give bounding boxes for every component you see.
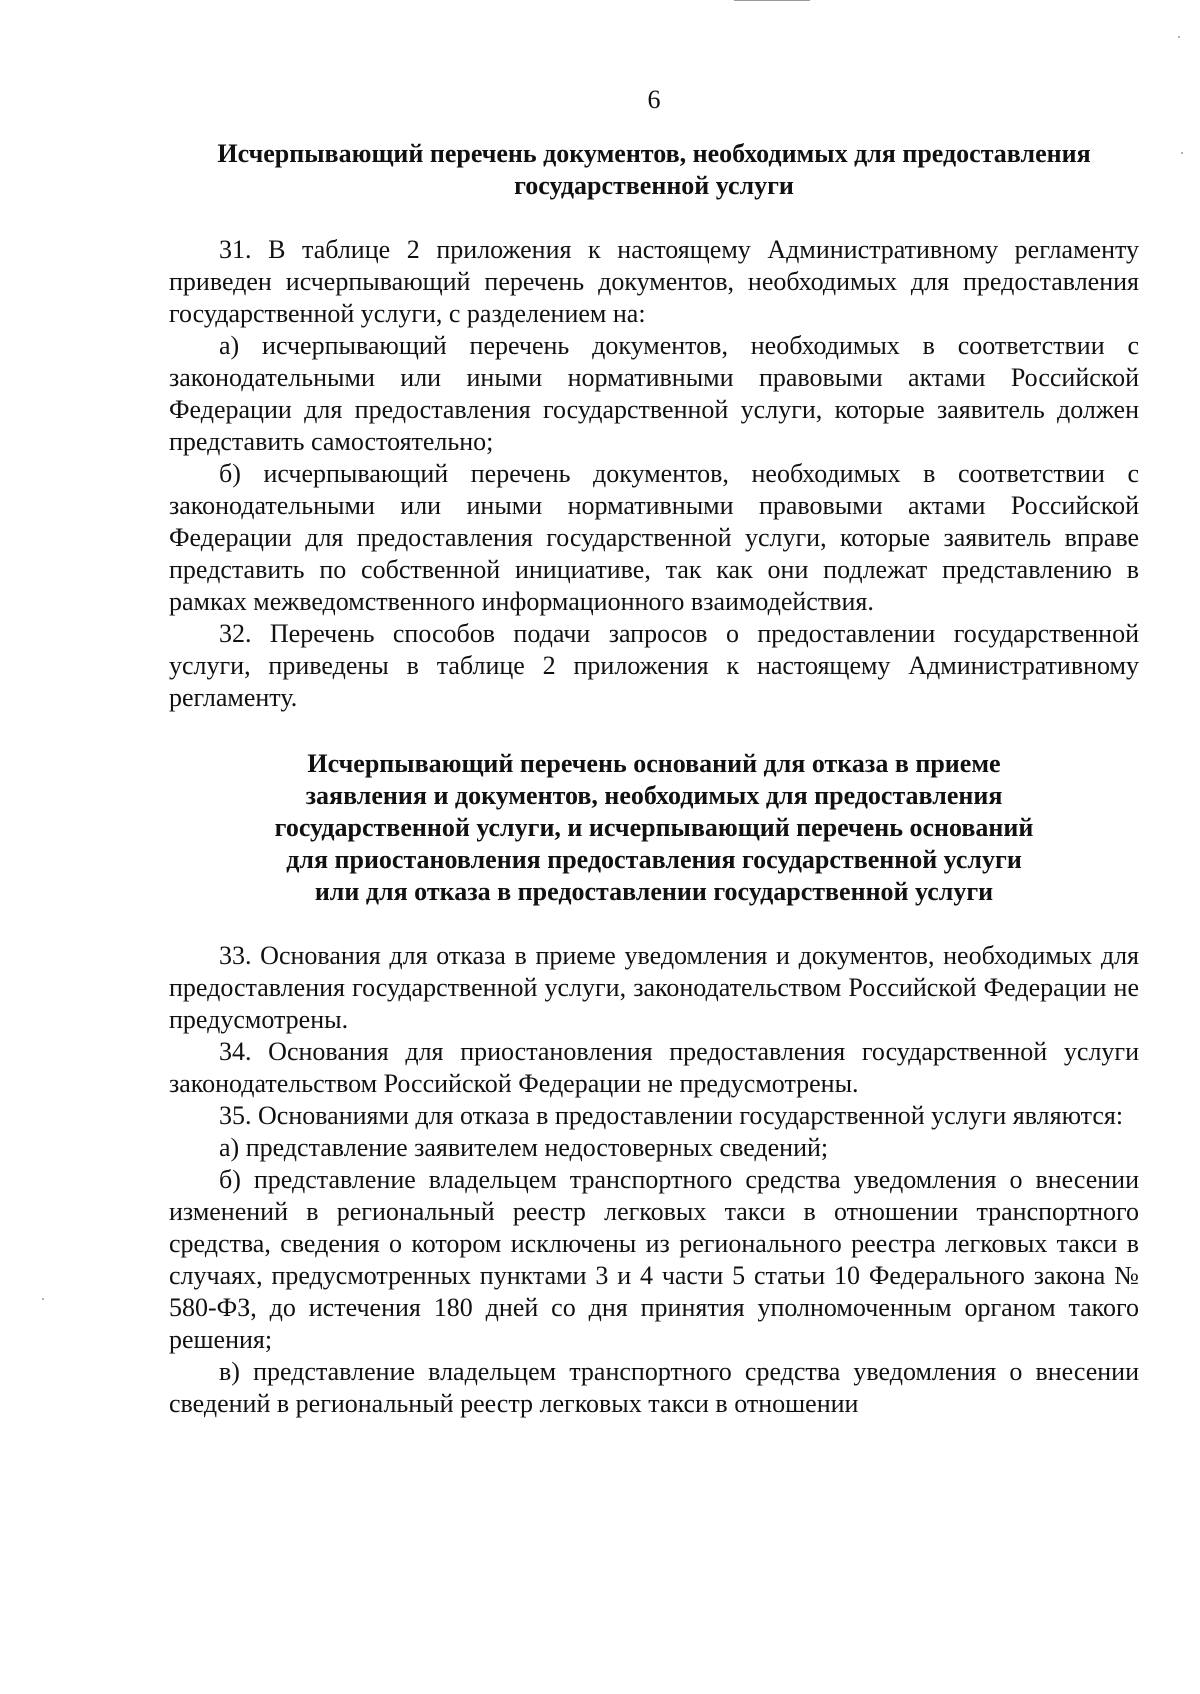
scan-artifact [42, 1298, 44, 1300]
paragraph-35-b: б) представление владельцем транспортного средства уведомления о внесении изменений в региональный реестр легковых такси в отношении транспортного средства, сведения о котором исключены из регионального реестра легковых такси в случаях, предусмотренных пунктами 3 и 4 части 5 статьи 10 Федерального закона № 580-ФЗ, до истечения 180 дней со дня принятия уполномоченным органом такого решения; [169, 1165, 1139, 1354]
paragraph-31: 31. В таблице 2 приложения к настоящему Административному регламенту приведен исчерпывающий перечень документов, необходимых для предоставления государственной услуги, с разделением на: [169, 235, 1139, 328]
scan-top-rule [734, 0, 810, 1]
paragraph-35: 35. Основаниями для отказа в предоставлении государственной услуги являются: [219, 1101, 1124, 1130]
paragraph-31-b: б) исчерпывающий перечень документов, необходимых в соответствии с законодательными или иными нормативными правовыми актами Российской Федерации для предоставления государственной услуги, которые заявитель вправе представить по собственной инициативе, так как они подлежат представлению в рамках межведомственного информационного взаимодействия. [169, 459, 1139, 616]
section-refusal-body [169, 940, 1139, 1420]
scan-artifact [1178, 36, 1180, 38]
document-content [169, 84, 1139, 1420]
scan-artifact [1181, 152, 1183, 154]
paragraph-31-a: а) исчерпывающий перечень документов, необходимых в соответствии с законодательными или иными нормативными правовыми актами Российской Федерации для предоставления государственной услуги, которые заявитель должен представить самостоятельно; [169, 331, 1139, 456]
paragraph-33: 33. Основания для отказа в приеме уведомления и документов, необходимых для предоставления государственной услуги, законодательством Российской Федерации не предусмотрены. [169, 941, 1139, 1034]
section-heading-documents: Исчерпывающий перечень документов, необходимых для предоставления государственной услуги [217, 139, 1091, 200]
section-documents-body [169, 234, 1139, 714]
paragraph-34: 34. Основания для приостановления предоставления государственной услуги законодательством Российской Федерации не предусмотрены. [169, 1037, 1139, 1098]
section-heading-refusal-grounds: Исчерпывающий перечень оснований для отказа в приеме заявления и документов, необходимых для предоставления государственной услуги, и исчерпывающий перечень оснований для приостановления предоставления государственной услуги или для отказа в предоставлении государственной услуги [274, 749, 1034, 906]
paragraph-35-a: а) представление заявителем недостоверных сведений; [219, 1133, 829, 1162]
paragraph-35-v: в) представление владельцем транспортного средства уведомления о внесении сведений в региональный реестр легковых такси в отношении [169, 1357, 1139, 1418]
paragraph-32: 32. Перечень способов подачи запросов о предоставлении государственной услуги, приведены в таблице 2 приложения к настоящему Административному регламенту. [169, 619, 1139, 712]
page-number: 6 [647, 85, 661, 114]
